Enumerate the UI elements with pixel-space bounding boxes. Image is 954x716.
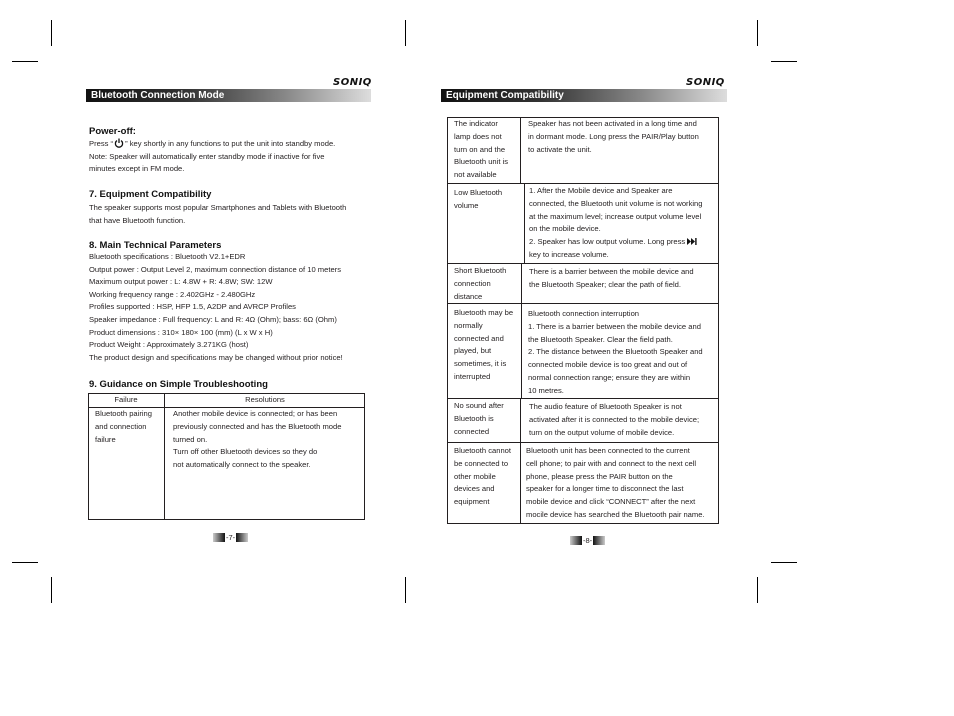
crop-mark	[771, 562, 797, 563]
cell-line: 10 metres.	[528, 385, 564, 395]
next-track-icon	[687, 238, 697, 245]
cell-line: the Bluetooth Speaker; clear the path of field.	[529, 279, 681, 289]
crop-mark	[12, 562, 38, 563]
cell-line: to activate the unit.	[528, 144, 592, 154]
cell-line: There is a barrier between the mobile device and	[529, 267, 694, 276]
cell-line: normal connection range; ensure they are within	[528, 372, 691, 382]
failure-cell	[454, 265, 520, 303]
cell-line: Short Bluetooth	[454, 266, 507, 275]
resolution-cell	[528, 118, 718, 156]
crop-mark	[51, 577, 52, 603]
equipment-line: that have Bluetooth function.	[89, 215, 186, 225]
cell-line: be connected to	[454, 458, 509, 468]
troubleshooting-heading: 9. Guidance on Simple Troubleshooting	[89, 379, 268, 390]
cell-line: 2. Speaker has low output volume. Long press	[529, 237, 686, 247]
table-border	[447, 263, 719, 264]
table-border	[447, 183, 719, 184]
cell-line: Another mobile device is connected; or has been	[173, 409, 338, 418]
cell-line: mocile device has searched the Bluetooth pair name.	[526, 509, 705, 519]
param-line: Working frequency range : 2.402GHz - 2.480GHz	[89, 289, 256, 299]
param-line: Speaker impedance : Full frequency: L and R: 4Ω (Ohm); bass: 6Ω (Ohm)	[89, 314, 337, 324]
cell-line: Speaker has not been activated in a long time and	[528, 119, 697, 128]
cell-line: mobile device and click “CONNECT” after the next	[526, 497, 696, 507]
cell-line: activated after it is connected to the mobile device;	[529, 414, 700, 424]
cell-line: 1. There is a barrier between the mobile device and	[528, 321, 701, 331]
failure-cell	[454, 445, 520, 509]
cell-line: speaker for a longer time to disconnect the last	[526, 484, 684, 494]
crop-mark	[757, 577, 758, 603]
equipment-line: The speaker supports most popular Smartphones and Tablets with Bluetooth	[89, 203, 347, 212]
cell-line: other mobile	[454, 471, 496, 481]
cell-line: turn on the output volume of mobile device.	[529, 427, 675, 437]
cell-line: not automatically connect to the speaker.	[173, 460, 311, 470]
cell-line: Turn off other Bluetooth devices so they do	[173, 447, 318, 457]
cell-line: Bluetooth may be	[454, 308, 514, 317]
failure-cell	[454, 118, 520, 182]
cell-line: phone, please press the PAIR button on the	[526, 471, 673, 481]
cell-line: connected	[454, 426, 490, 436]
page-number-text: -8-	[583, 536, 593, 545]
failure-cell	[454, 307, 520, 384]
cell-line: The indicator	[454, 119, 498, 128]
cell-line: Bluetooth pairing	[95, 409, 152, 418]
table-border	[718, 117, 719, 524]
cell-line: 1. After the Mobile device and Speaker are	[529, 186, 673, 195]
brand-logo: SONIQ	[333, 77, 372, 88]
page-number	[213, 533, 248, 542]
cell-line: Bluetooth connection interruption	[528, 309, 640, 318]
param-line: Bluetooth specifications : Bluetooth V2.1+EDR	[89, 252, 246, 261]
cell-line: and connection	[95, 421, 147, 431]
cell-line: 2. The distance between the Bluetooth Speaker and	[528, 347, 703, 357]
table-border	[521, 303, 522, 398]
page-number-bar	[213, 533, 225, 542]
cell-line: sometimes, it is	[454, 359, 507, 369]
cell-line: Bluetooth is	[454, 413, 494, 423]
cell-line: the Bluetooth Speaker. Clear the field path.	[528, 334, 673, 344]
power-off-note-cont: minutes except in FM mode.	[89, 164, 185, 174]
equipment-heading: 7. Equipment Compatibility	[89, 189, 212, 200]
params-heading: 8. Main Technical Parameters	[89, 240, 222, 251]
table-border	[364, 393, 365, 520]
table-border	[447, 117, 448, 524]
table-header-resolutions: Resolutions	[245, 395, 285, 404]
power-off-text: Press “ ” key shortly in any functions to put the unit into standby mode. Note: Speaker will automatically enter standby mode if inactive for five minutes except in FM mode.	[89, 138, 374, 176]
cell-line: Bluetooth unit is	[454, 157, 509, 167]
power-icon	[113, 138, 125, 148]
resolution-cell	[528, 308, 718, 398]
table-header-failure: Failure	[114, 395, 138, 404]
cell-line: normally	[454, 320, 483, 330]
cell-line: connected, the Bluetooth unit volume is not working	[529, 198, 703, 208]
power-off-heading: Power-off:	[89, 126, 136, 137]
cell-line: volume	[454, 200, 479, 210]
cell-line: No sound after	[454, 401, 504, 410]
page-number-bar	[593, 536, 605, 545]
param-line: Output power : Output Level 2, maximum connection distance of 10 meters	[89, 264, 341, 274]
resolution-cell	[529, 185, 719, 262]
cell-line: cell phone; to pair with and connect to the next cell	[526, 458, 697, 468]
table-border	[447, 523, 719, 524]
table-border	[447, 442, 719, 443]
table-border	[164, 393, 165, 520]
crop-mark	[405, 577, 406, 603]
cell-line: failure	[95, 434, 116, 444]
table-border	[520, 398, 521, 442]
cell-line: Low Bluetooth	[454, 188, 503, 197]
crop-mark	[757, 20, 758, 46]
cell-line: in dormant mode. Long press the PAIR/Play button	[528, 131, 699, 141]
cell-line: turn on and the	[454, 144, 506, 154]
param-line: Profiles supported : HSP, HFP 1.5, A2DP and AVRCP Profiles	[89, 302, 296, 312]
section-title: Bluetooth Connection Mode	[91, 90, 225, 101]
cell-line: devices and	[454, 484, 495, 494]
cell-line: Bluetooth cannot	[454, 446, 511, 455]
cell-line: Bluetooth unit has been connected to the current	[526, 446, 690, 455]
params-list	[89, 251, 374, 364]
table-border	[521, 263, 522, 303]
failure-cell	[454, 187, 522, 213]
cell-line: on the mobile device.	[529, 224, 601, 234]
page-number-text: -7-	[226, 533, 236, 542]
cell-line: The audio feature of Bluetooth Speaker is not	[529, 402, 682, 411]
power-off-note: Note: Speaker will automatically enter standby mode if inactive for five	[89, 151, 325, 161]
page-number	[570, 536, 605, 545]
cell-line: played, but	[454, 346, 492, 356]
param-line: Maximum output power : L: 4.8W + R: 4.8W; SW: 12W	[89, 277, 273, 287]
cell-line: key to increase volume.	[529, 249, 609, 259]
resolution-cell	[529, 401, 719, 439]
page-number-bar	[570, 536, 582, 545]
resolution-cell	[529, 266, 717, 292]
cell-line: lamp does not	[454, 131, 502, 141]
resolution-cell	[526, 445, 718, 522]
crop-mark	[51, 20, 52, 46]
cell-line: at the maximum level; increase output volume level	[529, 211, 702, 221]
table-border	[88, 519, 365, 520]
cell-line: connected mobile device is too great and out of	[528, 360, 688, 370]
page-number-bar	[236, 533, 248, 542]
cell-line: turned on.	[173, 434, 208, 444]
table-border	[520, 442, 521, 523]
crop-mark	[771, 61, 797, 62]
cell-line: connection	[454, 278, 491, 288]
param-line: Product dimensions : 310× 180× 100 (mm) (L x W x H)	[89, 327, 273, 337]
crop-mark	[12, 61, 38, 62]
table-border	[520, 117, 521, 183]
failure-cell	[95, 408, 163, 446]
section-title: Equipment Compatibility	[446, 90, 564, 101]
table-border	[447, 398, 719, 399]
cell-line: equipment	[454, 497, 490, 507]
resolution-cell	[173, 408, 363, 472]
cell-line: connected and	[454, 333, 504, 343]
cell-line: previously connected and has the Bluetooth mode	[173, 421, 342, 431]
table-border	[524, 183, 525, 263]
param-line: The product design and specifications may be changed without prior notice!	[89, 352, 343, 362]
cell-line: interrupted	[454, 371, 491, 381]
crop-mark	[405, 20, 406, 46]
cell-line: not available	[454, 170, 497, 180]
table-border	[88, 393, 89, 520]
brand-logo: SONIQ	[686, 77, 725, 88]
cell-line: distance	[454, 291, 483, 301]
param-line: Product Weight : Approximately 3.271KG (host)	[89, 340, 249, 350]
equipment-text	[89, 202, 374, 227]
failure-cell	[454, 400, 520, 438]
